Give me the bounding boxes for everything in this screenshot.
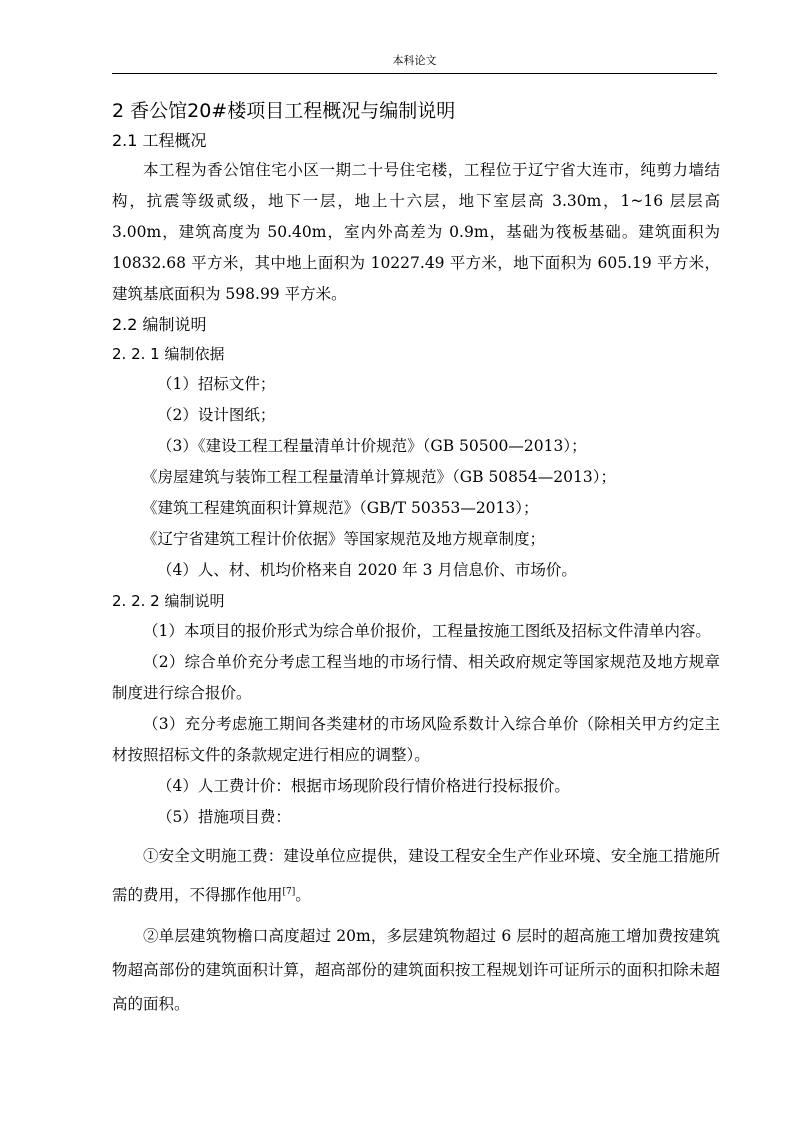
citation-ref: [7] — [282, 886, 296, 897]
note-paragraph-6 — [112, 837, 720, 915]
document-body — [112, 96, 720, 1021]
basis-item: 《房屋建筑与装饰工程工程量清单计算规范》（GB 50854—2013）； — [142, 468, 616, 486]
section-2-2-2-heading: 2. 2. 2 编制说明 — [112, 592, 225, 610]
note-paragraph-6-end: 。 — [295, 886, 311, 904]
section-2-2-1-heading: 2. 2. 1 编制依据 — [112, 345, 225, 363]
note-paragraph-7: ②单层建筑物檐口高度超过 20m，多层建筑物超过 6 层时的超高施工增加费按建筑物超高部份的建筑面积计算，超高部份的建筑面积按工程规划许可证所示的面积扣除未超高的面积。 — [112, 927, 720, 1013]
note-paragraph-5: （5）措施项目费： — [157, 808, 291, 826]
basis-item: （1）招标文件； — [157, 375, 276, 393]
note-paragraph-1: （1）本项目的报价形式为综合单价报价，工程量按施工图纸及招标文件清单内容。 — [143, 622, 711, 640]
note-paragraph-4: （4）人工费计价：根据市场现阶段行情价格进行投标报价。 — [157, 777, 570, 795]
note-paragraph-3: （3）充分考虑施工期间各类建材的市场风险系数计入综合单价（除相关甲方约定主材按照招标文件的条款规定进行相应的调整）。 — [112, 715, 720, 764]
section-2-heading: 2 香公馆20#楼项目工程概况与编制说明 — [112, 100, 456, 122]
basis-item: 《辽宁省建筑工程计价依据》等国家规范及地方规章制度； — [142, 530, 546, 548]
note-paragraph-2: （2）综合单价充分考虑工程当地的市场行情、相关政府规定等国家规范及地方规章制度进行综合报价。 — [112, 653, 720, 702]
section-2-2-heading: 2.2 编制说明 — [112, 315, 207, 334]
basis-item: 《建筑工程建筑面积计算规范》（GB/T 50353—2013）； — [142, 499, 539, 517]
note-paragraph-6-text: ①安全文明施工费：建设单位应提供，建设工程安全生产作业环境、安全施工措施所需的费用，不得挪作他用 — [112, 847, 720, 904]
header-rule — [112, 73, 717, 74]
running-header: 本科论文 — [392, 54, 437, 67]
project-overview-paragraph: 本工程为香公馆住宅小区一期二十号住宅楼，工程位于辽宁省大连市，纯剪力墙结构，抗震等级贰级，地下一层，地上十六层，地下室层高 3.30m，1~16 层层高 3.00m，建筑高度为 50.40m，室内外高差为 0.9m，基础为筏板基础。建筑面积为 10832.68 平方米，其中地上面积为 10227.49 平方米，地下面积为 605.19 平方米，建筑基底面积为 598.99 平方米。 — [112, 161, 720, 303]
basis-item: （2）设计图纸； — [157, 406, 276, 424]
section-2-1-heading: 2.1 工程概况 — [112, 131, 207, 150]
basis-item: （4）人、材、机均价格来自 2020 年 3 月信息价、市场价。 — [157, 561, 577, 579]
basis-item: （3）《建设工程工程量清单计价规范》（GB 50500—2013）； — [157, 437, 587, 455]
